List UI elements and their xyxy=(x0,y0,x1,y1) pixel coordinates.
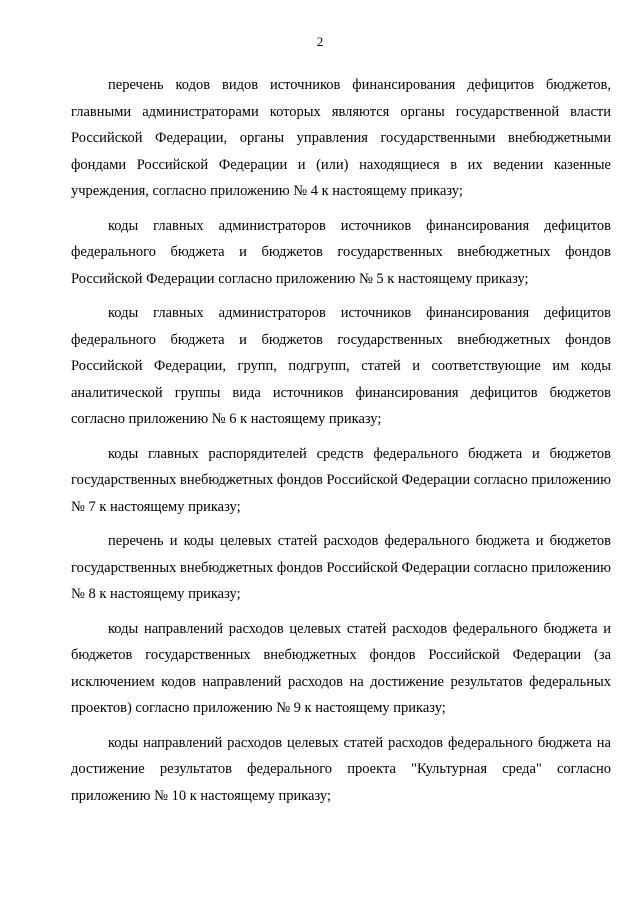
paragraph-appendix-8: перечень и коды целевых статей расходов федерального бюджета и бюджетов государственных внебюджетных фондов Российской Федерации согласно приложению № 8 к настоящему приказу; xyxy=(71,533,611,602)
paragraph-appendix-6: коды главных администраторов источников финансирования дефицитов федерального бюджета и бюджетов государственных внебюджетных фондов Российской Федерации, групп, подгрупп, статей и соответствующие им коды аналитической группы вида источников финансирования дефицитов бюджетов согласно приложению № 6 к настоящему приказу; xyxy=(71,305,611,427)
paragraph-appendix-7: коды главных распорядителей средств федерального бюджета и бюджетов государственных внебюджетных фондов Российской Федерации согласно приложению № 7 к настоящему приказу; xyxy=(71,445,611,515)
paragraph-appendix-5: коды главных администраторов источников финансирования дефицитов федерального бюджета и бюджетов государственных внебюджетных фондов Российской Федерации согласно приложению № 5 к настоящему приказу; xyxy=(71,217,611,287)
paragraph-appendix-10: коды направлений расходов целевых статей расходов федерального бюджета на достижение результатов федерального проекта "Культурная среда" согласно приложению № 10 к настоящему приказу; xyxy=(71,734,611,804)
paragraph-appendix-4: перечень кодов видов источников финансирования дефицитов бюджетов, главными администраторами которых являются органы государственной власти Российской Федерации, органы управления государственными внебюджетными фондами Российской Федерации и (или) находящиеся в их ведении казенные учреждения, согласно приложению № 4 к настоящему приказу; xyxy=(71,77,611,199)
document-body xyxy=(71,72,611,817)
paragraph-appendix-9: коды направлений расходов целевых статей расходов федерального бюджета и бюджетов государственных внебюджетных фондов Российской Федерации (за исключением кодов направлений расходов на достижение результатов федеральных проектов) согласно приложению № 9 к настоящему приказу; xyxy=(71,620,611,716)
page-number: 2 xyxy=(316,34,324,49)
